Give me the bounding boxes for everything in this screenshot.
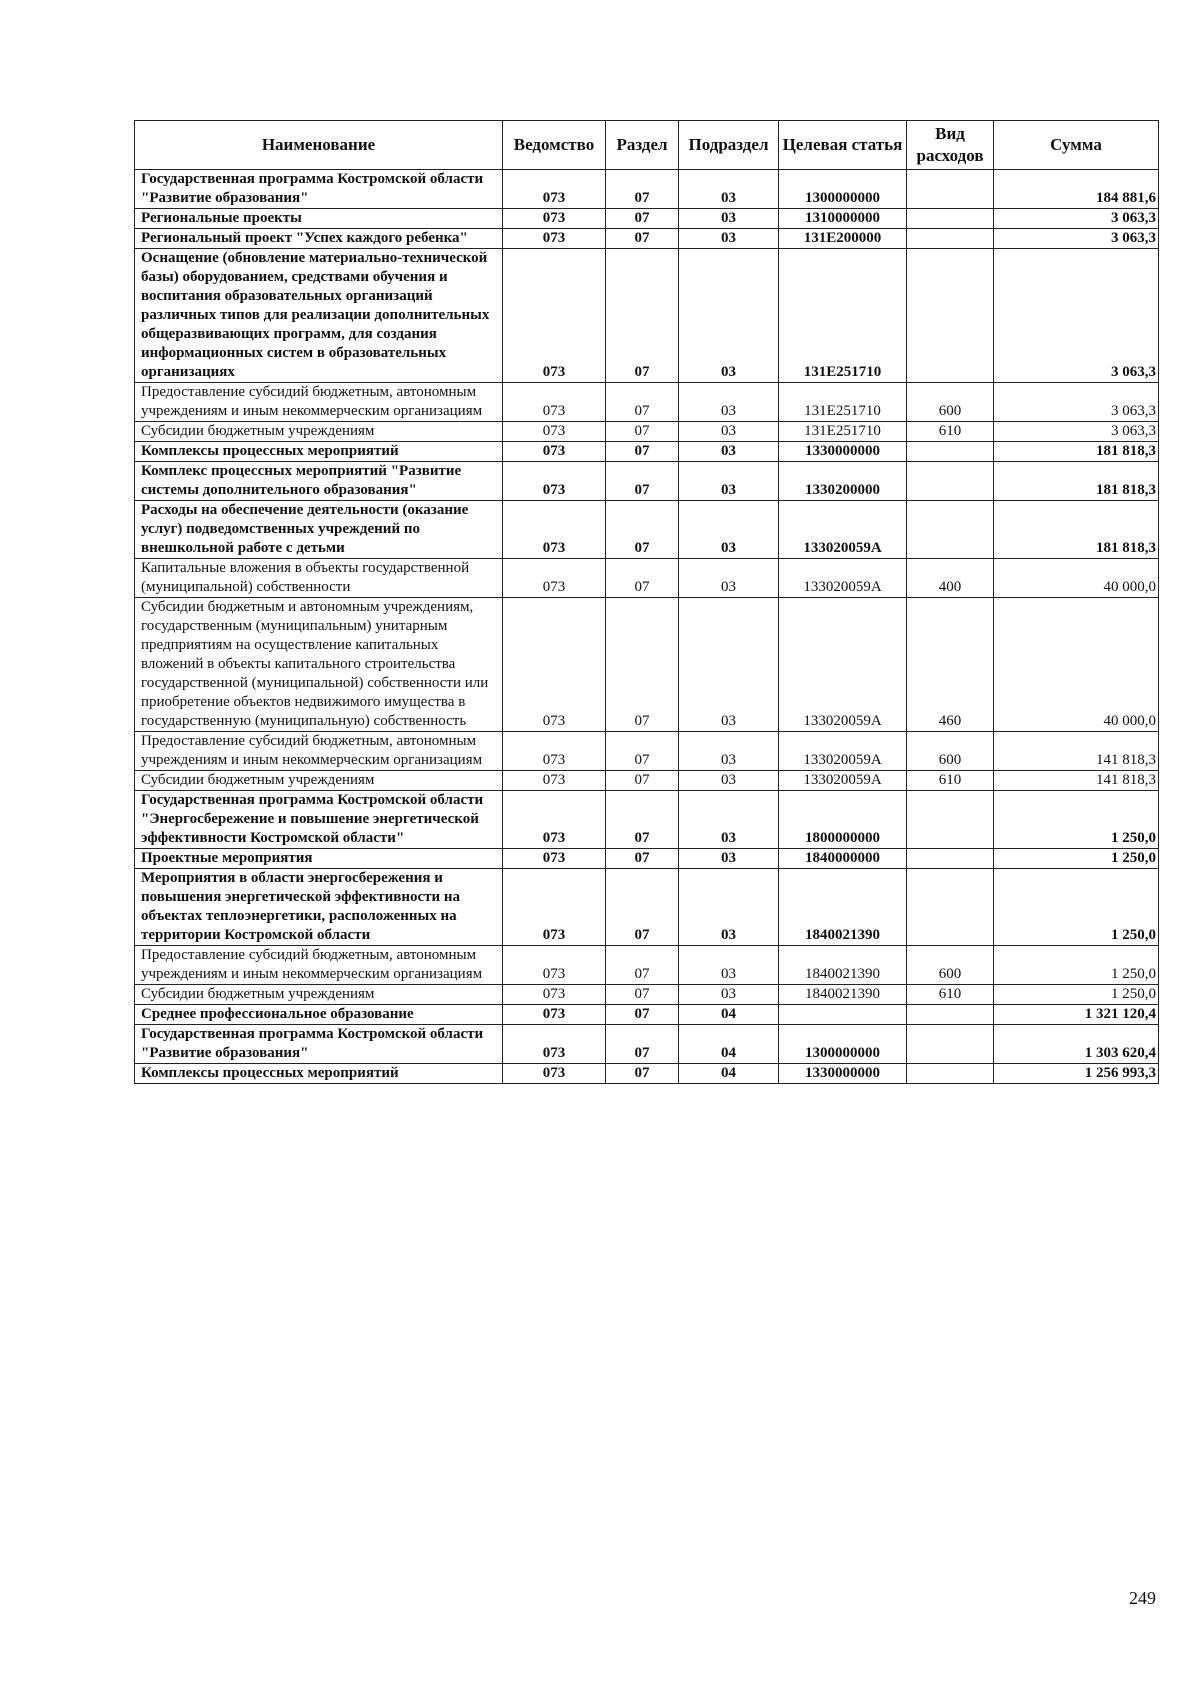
cell-expense-kind [907,170,994,209]
cell-section: 07 [606,732,679,771]
cell-name: Региональный проект "Успех каждого ребенка" [135,229,503,249]
cell-sum: 1 250,0 [994,946,1159,985]
cell-expense-kind [907,791,994,849]
table-row [135,946,1159,985]
cell-target-article: 1310000000 [779,209,907,229]
cell-target-article: 1840000000 [779,849,907,869]
cell-section: 07 [606,442,679,462]
table-row [135,462,1159,501]
table-row [135,1064,1159,1084]
table-row [135,849,1159,869]
cell-expense-kind [907,849,994,869]
table-header-row [135,121,1159,170]
cell-subsection: 03 [679,229,779,249]
cell-name: Региональные проекты [135,209,503,229]
table-row [135,442,1159,462]
cell-target-article: 1330200000 [779,462,907,501]
cell-subsection: 04 [679,1064,779,1084]
cell-target-article: 1840021390 [779,869,907,946]
cell-sum: 1 250,0 [994,985,1159,1005]
cell-section: 07 [606,383,679,422]
cell-subsection: 03 [679,462,779,501]
cell-section: 07 [606,501,679,559]
cell-subsection: 03 [679,442,779,462]
cell-target-article: 133020059А [779,732,907,771]
cell-sum: 3 063,3 [994,422,1159,442]
cell-section: 07 [606,1025,679,1064]
cell-expense-kind: 610 [907,422,994,442]
cell-name: Проектные мероприятия [135,849,503,869]
cell-department: 073 [503,946,606,985]
cell-target-article: 133020059А [779,598,907,732]
cell-department: 073 [503,249,606,383]
cell-department: 073 [503,442,606,462]
cell-subsection: 03 [679,422,779,442]
cell-department: 073 [503,170,606,209]
cell-sum: 1 250,0 [994,869,1159,946]
cell-expense-kind [907,249,994,383]
cell-expense-kind: 460 [907,598,994,732]
cell-name: Среднее профессиональное образование [135,1005,503,1025]
cell-name: Комплексы процессных мероприятий [135,1064,503,1084]
cell-department: 073 [503,869,606,946]
cell-expense-kind [907,462,994,501]
cell-sum: 1 250,0 [994,849,1159,869]
cell-name: Комплексы процессных мероприятий [135,442,503,462]
cell-department: 073 [503,598,606,732]
cell-section: 07 [606,422,679,442]
table-row [135,209,1159,229]
budget-table [134,120,1159,1084]
cell-sum: 3 063,3 [994,229,1159,249]
cell-department: 073 [503,849,606,869]
cell-subsection: 03 [679,501,779,559]
header-subsection: Подраздел [679,121,779,170]
cell-sum: 184 881,6 [994,170,1159,209]
cell-department: 073 [503,209,606,229]
cell-name: Государственная программа Костромской области "Развитие образования" [135,170,503,209]
cell-section: 07 [606,791,679,849]
cell-expense-kind [907,501,994,559]
cell-section: 07 [606,249,679,383]
cell-section: 07 [606,869,679,946]
cell-name: Государственная программа Костромской области "Энергосбережение и повышение энергетической эффективности Костромской области" [135,791,503,849]
cell-target-article: 1330000000 [779,1064,907,1084]
cell-target-article [779,1005,907,1025]
cell-expense-kind [907,229,994,249]
cell-target-article: 1300000000 [779,170,907,209]
cell-department: 073 [503,462,606,501]
cell-expense-kind: 600 [907,732,994,771]
cell-expense-kind: 600 [907,383,994,422]
table-row [135,249,1159,383]
table-row [135,598,1159,732]
cell-name: Оснащение (обновление материально-технической базы) оборудованием, средствами обучения и воспитания образовательных организаций различных типов для реализации дополнительных общеразвивающих программ, для создания информационных систем в образовательных организациях [135,249,503,383]
cell-target-article: 133020059А [779,559,907,598]
cell-target-article: 1840021390 [779,946,907,985]
cell-department: 073 [503,985,606,1005]
cell-target-article: 131E251710 [779,383,907,422]
cell-department: 073 [503,1025,606,1064]
cell-section: 07 [606,598,679,732]
table-row [135,559,1159,598]
header-expense-kind: Вид расходов [907,121,994,170]
cell-section: 07 [606,946,679,985]
table-row [135,501,1159,559]
cell-name: Субсидии бюджетным учреждениям [135,422,503,442]
cell-subsection: 03 [679,383,779,422]
cell-subsection: 03 [679,869,779,946]
header-department: Ведомство [503,121,606,170]
cell-sum: 1 250,0 [994,791,1159,849]
cell-department: 073 [503,732,606,771]
cell-sum: 3 063,3 [994,249,1159,383]
cell-section: 07 [606,849,679,869]
header-target-article: Целевая статья [779,121,907,170]
cell-subsection: 03 [679,209,779,229]
header-section: Раздел [606,121,679,170]
cell-name: Предоставление субсидий бюджетным, автономным учреждениям и иным некоммерческим организациям [135,732,503,771]
cell-section: 07 [606,229,679,249]
cell-name: Мероприятия в области энергосбережения и повышения энергетической эффективности на объектах теплоэнергетики, расположенных на территории Костромской области [135,869,503,946]
cell-sum: 40 000,0 [994,598,1159,732]
table-row [135,771,1159,791]
cell-section: 07 [606,771,679,791]
cell-subsection: 04 [679,1025,779,1064]
cell-sum: 40 000,0 [994,559,1159,598]
cell-section: 07 [606,1005,679,1025]
table-row [135,383,1159,422]
cell-sum: 1 256 993,3 [994,1064,1159,1084]
cell-expense-kind: 600 [907,946,994,985]
cell-name: Субсидии бюджетным учреждениям [135,771,503,791]
cell-sum: 181 818,3 [994,501,1159,559]
cell-expense-kind: 400 [907,559,994,598]
table-row [135,869,1159,946]
cell-name: Расходы на обеспечение деятельности (оказание услуг) подведомственных учреждений по внешкольной работе с детьми [135,501,503,559]
cell-expense-kind [907,209,994,229]
cell-section: 07 [606,1064,679,1084]
cell-subsection: 03 [679,771,779,791]
table-row [135,1025,1159,1064]
cell-target-article: 133020059А [779,771,907,791]
cell-name: Капитальные вложения в объекты государственной (муниципальной) собственности [135,559,503,598]
cell-expense-kind [907,1064,994,1084]
cell-section: 07 [606,170,679,209]
cell-department: 073 [503,383,606,422]
cell-expense-kind: 610 [907,985,994,1005]
cell-target-article: 1800000000 [779,791,907,849]
cell-name: Субсидии бюджетным учреждениям [135,985,503,1005]
cell-expense-kind [907,1005,994,1025]
header-sum: Сумма [994,121,1159,170]
cell-department: 073 [503,422,606,442]
cell-target-article: 131E200000 [779,229,907,249]
table-row [135,422,1159,442]
cell-subsection: 03 [679,598,779,732]
cell-department: 073 [503,559,606,598]
cell-name: Комплекс процессных мероприятий "Развитие системы дополнительного образования" [135,462,503,501]
cell-subsection: 03 [679,249,779,383]
cell-sum: 3 063,3 [994,209,1159,229]
cell-section: 07 [606,462,679,501]
cell-expense-kind [907,869,994,946]
cell-sum: 1 303 620,4 [994,1025,1159,1064]
cell-target-article: 131E251710 [779,249,907,383]
cell-target-article: 131E251710 [779,422,907,442]
cell-target-article: 133020059А [779,501,907,559]
cell-expense-kind [907,442,994,462]
cell-section: 07 [606,985,679,1005]
table-row [135,170,1159,209]
cell-department: 073 [503,771,606,791]
cell-subsection: 03 [679,849,779,869]
cell-department: 073 [503,1005,606,1025]
cell-sum: 141 818,3 [994,771,1159,791]
cell-name: Субсидии бюджетным и автономным учреждениям, государственным (муниципальным) унитарным предприятиям на осуществление капитальных вложений в объекты капитального строительства государственной (муниципальной) собственности или приобретение объектов недвижимого имущества в государственную (муниципальную) собственность [135,598,503,732]
cell-target-article: 1840021390 [779,985,907,1005]
cell-subsection: 03 [679,791,779,849]
cell-subsection: 03 [679,559,779,598]
table-row [135,791,1159,849]
cell-section: 07 [606,209,679,229]
cell-name: Предоставление субсидий бюджетным, автономным учреждениям и иным некоммерческим организациям [135,946,503,985]
cell-name: Предоставление субсидий бюджетным, автономным учреждениям и иным некоммерческим организациям [135,383,503,422]
cell-target-article: 1330000000 [779,442,907,462]
cell-expense-kind: 610 [907,771,994,791]
table-row [135,985,1159,1005]
table-row [135,1005,1159,1025]
page-number: 249 [1129,1588,1156,1608]
table-row [135,732,1159,771]
cell-name: Государственная программа Костромской области "Развитие образования" [135,1025,503,1064]
cell-sum: 141 818,3 [994,732,1159,771]
cell-subsection: 03 [679,732,779,771]
cell-department: 073 [503,501,606,559]
cell-section: 07 [606,559,679,598]
cell-target-article: 1300000000 [779,1025,907,1064]
cell-subsection: 03 [679,946,779,985]
table-body [135,170,1159,1084]
cell-subsection: 03 [679,170,779,209]
cell-sum: 3 063,3 [994,383,1159,422]
cell-sum: 181 818,3 [994,462,1159,501]
cell-department: 073 [503,791,606,849]
cell-department: 073 [503,229,606,249]
cell-subsection: 03 [679,985,779,1005]
cell-expense-kind [907,1025,994,1064]
header-name: Наименование [135,121,503,170]
cell-sum: 1 321 120,4 [994,1005,1159,1025]
cell-sum: 181 818,3 [994,442,1159,462]
cell-department: 073 [503,1064,606,1084]
cell-subsection: 04 [679,1005,779,1025]
table-row [135,229,1159,249]
